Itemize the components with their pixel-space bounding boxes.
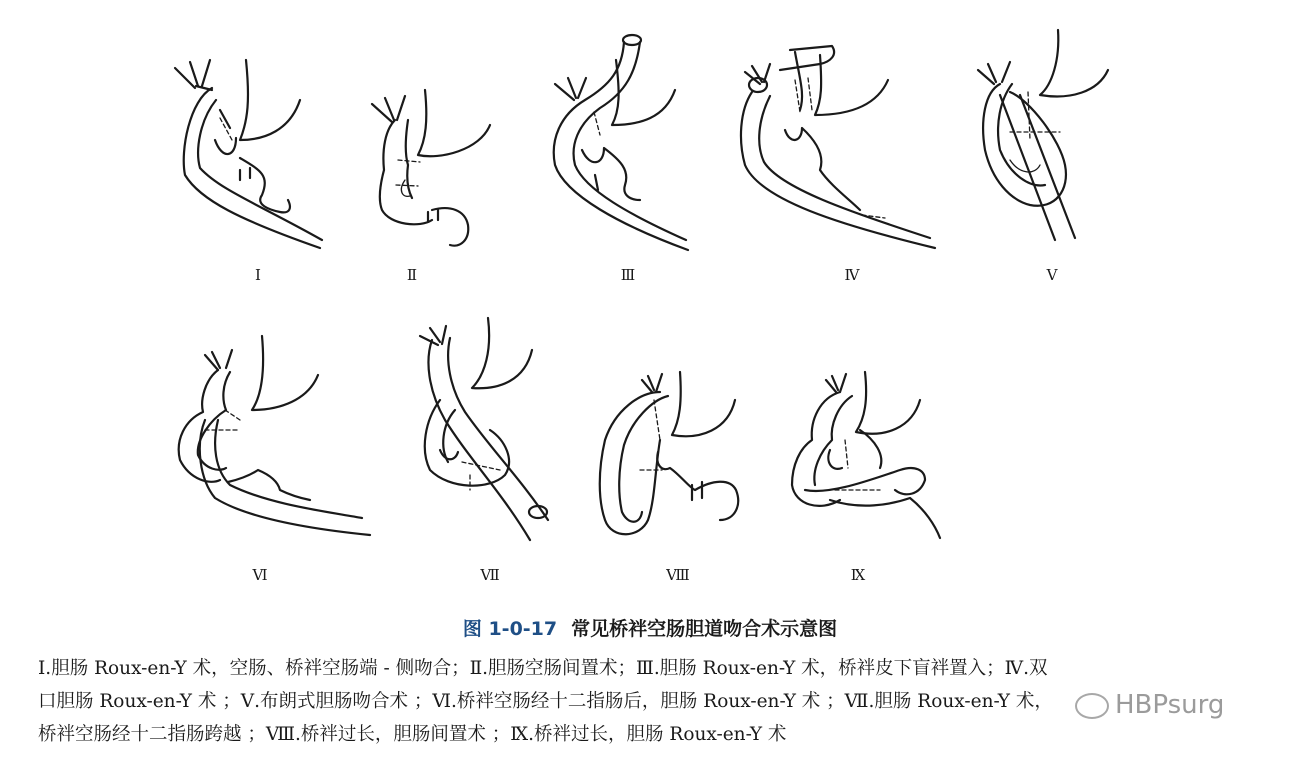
watermark-text: HBPsurg xyxy=(1115,690,1225,720)
diagram-label-9: Ⅸ xyxy=(850,566,866,584)
diagram-label-2: Ⅱ xyxy=(406,266,418,284)
legend-line: 口胆肠 Roux-en-Y 术 ；Ⅴ.布朗式胆肠吻合术 ；Ⅵ.桥袢空肠经十二指肠后，胆肠 Roux-en-Y 术 ；Ⅶ.胆肠 Roux-en-Y 术， xyxy=(38,691,1053,712)
diagram-label-6: Ⅵ xyxy=(252,566,268,584)
diagram-label-7: Ⅶ xyxy=(480,566,500,584)
legend-line: Ⅰ.胆肠 Roux-en-Y 术，空肠、桥袢空肠端 - 侧吻合；Ⅱ.胆肠空肠间置术；Ⅲ.胆肠 Roux-en-Y 术，桥袢皮下盲袢置入；Ⅳ.双 xyxy=(38,658,1048,679)
wechat-icon xyxy=(1075,693,1109,719)
figure-caption xyxy=(0,614,1300,641)
diagram-3 xyxy=(554,35,688,250)
watermark xyxy=(1075,690,1224,720)
diagram-9 xyxy=(792,372,940,538)
figure-id: 图 1-0-17 xyxy=(462,618,558,640)
diagram-label-3: Ⅲ xyxy=(620,266,636,284)
diagram-5 xyxy=(978,30,1108,240)
diagram-label-4: Ⅳ xyxy=(844,266,860,284)
legend-line: 桥袢空肠经十二指肠跨越 ；Ⅷ.桥袢过长，胆肠间置术 ；Ⅸ.桥袢过长，胆肠 Roux-en-Y 术 xyxy=(38,724,787,745)
diagram-label-8: Ⅷ xyxy=(666,566,690,584)
diagram-label-1: Ⅰ xyxy=(255,266,261,284)
diagram-8 xyxy=(600,372,738,534)
diagram-7 xyxy=(420,318,548,540)
figure-title: 常见桥袢空肠胆道吻合术示意图 xyxy=(571,618,838,640)
diagram-2 xyxy=(372,90,490,246)
diagram-4 xyxy=(741,46,935,248)
diagram-6 xyxy=(179,336,370,535)
diagram-1 xyxy=(175,60,322,248)
diagram-label-5: Ⅴ xyxy=(1046,266,1058,284)
